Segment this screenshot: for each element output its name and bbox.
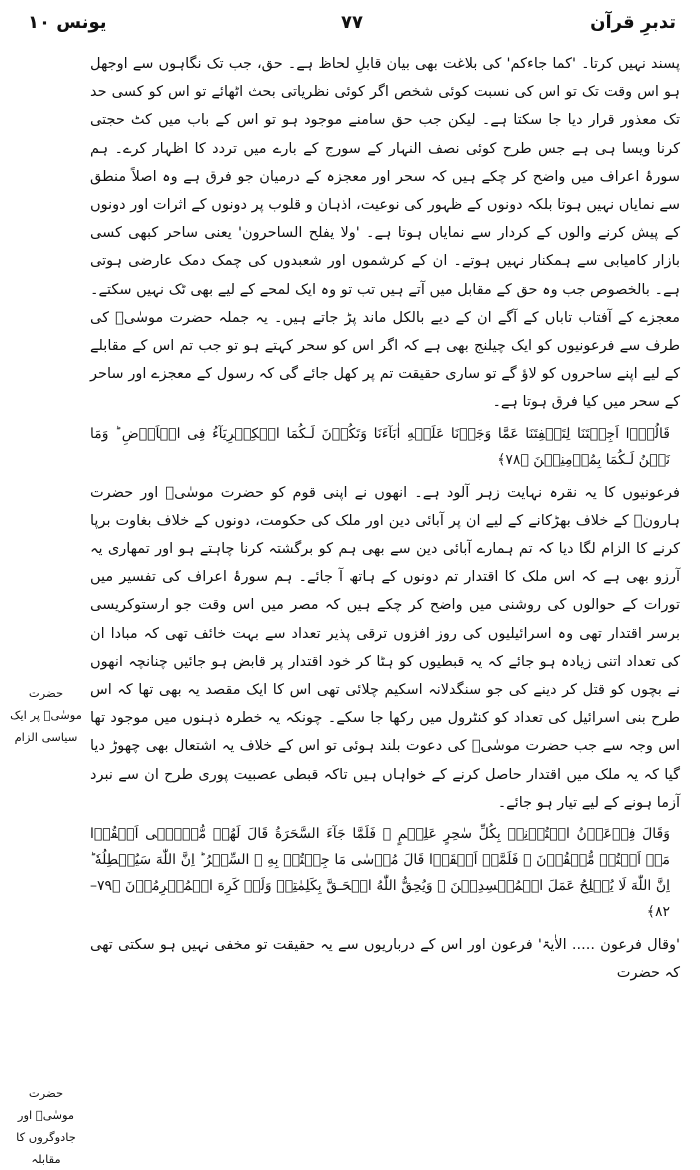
page-header (28, 8, 676, 42)
book-title: تدبرِ قرآن (590, 12, 676, 33)
page-number: ۷۷ (341, 12, 363, 33)
quran-verse-78: قَالُوۡۤا اَجِئۡتَنَا لِتَلۡفِتَنَا عَمَّا وَجَدۡنَا عَلَيۡهِ اٰبَآءَنَا وَتَكُوۡنَ لَـكُمَا الۡكِبۡرِيَآءُ فِى الۡاَرۡضِ ؕ وَمَا نَحۡنُ لَـكُمَا بِمُؤۡمِنِيۡنَ ﴿۷۸﴾ (90, 425, 670, 468)
paragraph-1: پسند نہیں کرتا۔ 'کما جاءکم' کی بلاغت بھی بیان قابلِ لحاظ ہے۔ حق، جب تک نگاہوں سے اوجھل ہو اس وقت تک تو اس کی نسبت کوئی شخص اگر کوئی نظریاتی بحث اٹھائے تو اس کو کسی حد تک معذور قرار دیا جا سکتا ہے۔ لیکن جب حق سامنے موجود ہو تو اس کے باب میں کٹ حجتی کرنا ویسا ہی ہے جس طرح کوئی نصف النہار کے سورج کے بارے میں تردد کا اظہار کرے۔ ہم سورۂ اعراف میں واضح کر چکے ہیں کہ سحر اور معجزہ کے درمیان جو فرق ہے وہ اصلاً منطق سے نمایاں نہیں ہوتا بلکہ دونوں کے ظہور کی نوعیت، اذہان و قلوب پر دونوں کے اثرات اور دونوں کے پیش کرنے والوں کے کردار سے نمایاں ہوتا ہے۔ 'ولا یفلح الساحرون' یعنی ساحر کبھی کسی بازار کامیابی سے ہمکنار نہیں ہوتے۔ ان کے کرشموں اور شعبدوں کی چمک دمک عارضی ہوتی ہے۔ بالخصوص جب وہ حق کے مقابل میں آتے ہیں تب تو وہ ایک لمحے کے لیے بھی ٹک نہیں سکتے۔ معجزے کے آفتاب تاباں کے آگے ان کے دیے بالکل ماند پڑ جاتے ہیں۔ یہ جملہ حضرت موسٰیؑ کی طرف سے فرعونیوں کو ایک چیلنج بھی ہے کہ اگر اس کو سحر کہتے ہو تو جب تم اس کے مقابلے کے لیے اپنے ساحروں کو لاؤ گے تو ساری حقیقت تم پر کھل جائے گی کہ رسول کے معجزے اور ساحر کے سحر میں کیا فرق ہوتا ہے۔ (90, 56, 680, 411)
margin-note-magicians-contest: حضرت موسٰیؑ اور جادوگروں کا مقابلہ (16, 1086, 76, 1166)
margin-note-political-accusation: حضرت موسٰیؑ پر ایک سیاسی الزام (10, 686, 82, 744)
commentary-body (90, 50, 680, 991)
surah-name: یونس ۱۰ (28, 12, 107, 33)
quran-verses-79-82: وَقَالَ فِرۡعَوۡنُ ائۡتُوۡنِىۡ بِكُلِّ سٰحِرٍ عَلِيۡمٍ ۚ فَلَمَّا جَآءَ السَّحَرَةُ قَالَ لَهُمۡ مُّوۡسٰۤى اَلۡقُوۡا مَاۤ اَنۡتُمۡ مُّلۡقُوۡنَ ۚ فَلَمَّاۤ اَلۡقَوۡا قَالَ مُوۡسٰى مَا جِئۡتُمۡ بِهِ ۙ السِّحۡرُ ؕ اِنَّ اللّٰهَ سَيُبۡطِلُهٗ ؕ اِنَّ اللّٰهَ لَا يُصۡلِحُ عَمَلَ الۡمُفۡسِدِيۡنَ ۚ وَيُحِقُّ اللّٰهُ الۡحَـقَّ بِكَلِمٰتِهٖ وَلَوۡ كَرِهَ الۡمُجۡرِمُوۡنَ ﴿۷۹–۸۲﴾ (90, 826, 670, 921)
paragraph-3: 'وقال فرعون ..... الاٰیۃ' فرعون اور اس کے درباریوں سے یہ حقیقت تو مخفی نہیں ہو سکتی تھی کہ حضرت (90, 937, 680, 982)
paragraph-2: فرعونیوں کا یہ نقرہ نہایت زہر آلود ہے۔ انھوں نے اپنی قوم کو حضرت موسٰیؑ اور حضرت ہارونؑ کے خلاف بھڑکانے کے لیے ان پر آبائی دین اور ملک کی حکومت، دونوں کے خلاف بغاوت برپا کرنے کا الزام لگا دیا کہ تم ہمارے آبائی دین سے بھی ہم کو برگشتہ کرنا چاہتے ہو اور تمھاری یہ آرزو بھی ہے کہ اس ملک کا اقتدار تم دونوں کے ہاتھ آ جائے۔ ہم سورۂ اعراف کی تفسیر میں تورات کے حوالوں کی روشنی میں واضح کر چکے ہیں کہ مصر میں اس وقت جو ارستوکریسی برسر اقتدار تھی وہ اسرائیلیوں کی روز افزوں ترقی پذیر تعداد سے بہت خائف تھی کہ مبادا ان کی تعداد اتنی زیادہ ہو جائے کہ یہ قبطیوں کو ہٹا کر خود اقتدار پر قابض ہو جائیں چنانچہ انھوں نے بچوں کو قتل کر دینے کی جو سنگدلانہ اسکیم چلائی تھی اس کا ایک مقصد یہ بھی تھا کہ اس طرح بنی اسرائیل کی تعداد کو کنٹرول میں رکھا جا سکے۔ چونکہ یہ خطرہ ذہنوں میں موجود تھا اس وجہ سے جب حضرت موسٰیؑ کی دعوت بلند ہوئی تو اس کے خلاف یہ اشتعال بھی چھوڑ دیا گیا کہ یہ ملک میں اقتدار حاصل کرنے کے خواہاں ہیں تاکہ قبطی عصبیت پوری طرح ان سے نبرد آزما ہونے کے لیے تیار ہو جائے۔ (90, 484, 680, 811)
